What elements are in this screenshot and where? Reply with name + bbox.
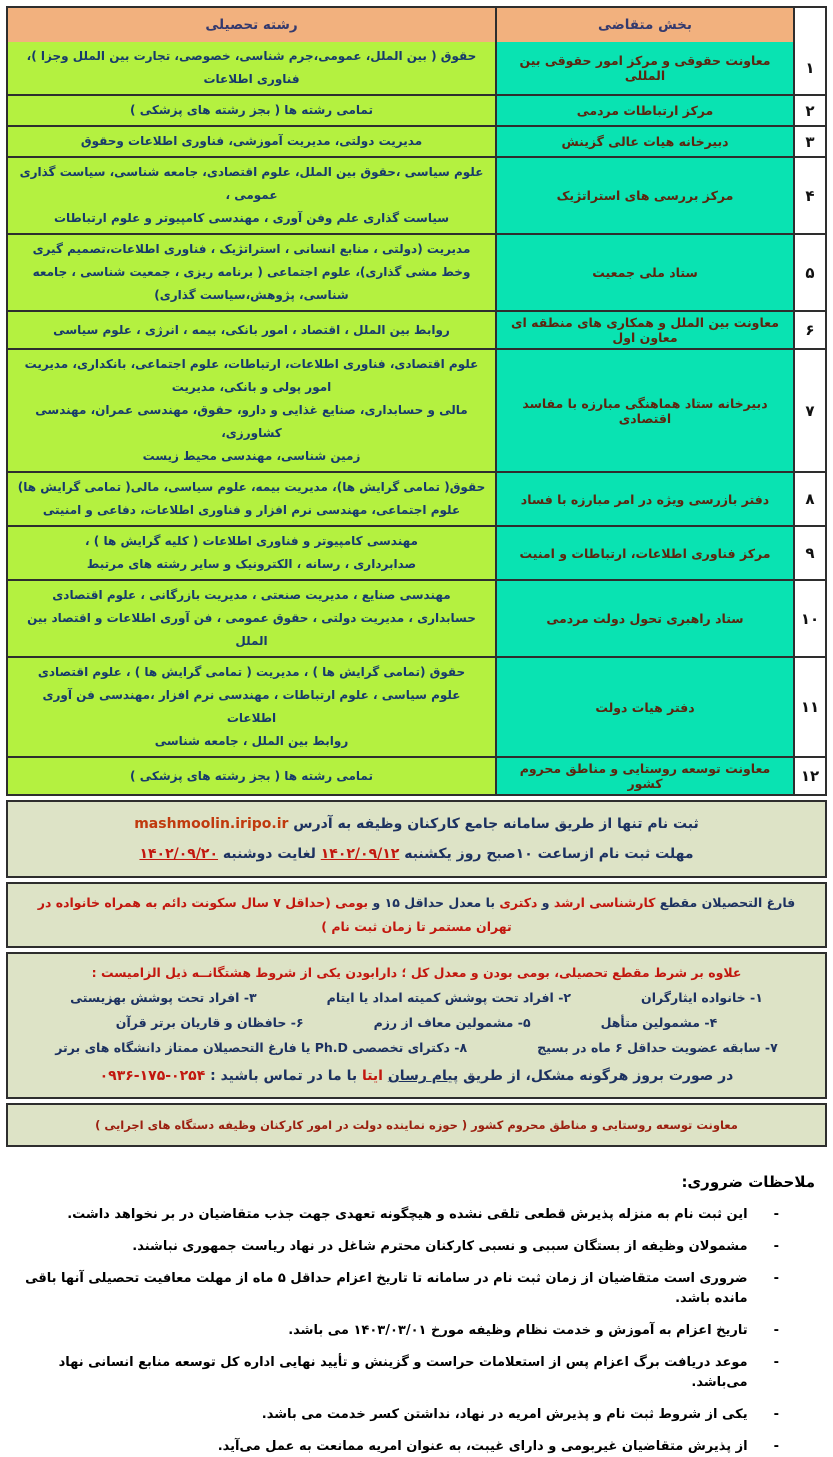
essential-notes [6,1151,827,1457]
text-segment: بومی (حداقل ۷ سال سکونت دائم به همراه خانواده در تهران مستمر تا زمان ثبت نام ) [37,895,512,934]
table-row [8,471,825,525]
condition-item: ۸- دکترای تخصصی Ph.D یا فارغ التحصیلان ممتاز دانشگاه های برتر [55,1040,468,1055]
note-text: این ثبت نام به منزله پذیرش قطعی تلقی نشده و هیچگونه تعهدی جهت جذب متقاضیان در بر نخواهد داشت. [67,1207,748,1222]
table-header-row [8,8,825,42]
condition-row [18,1035,815,1060]
registration-deadline-line [18,839,815,869]
table-row [8,656,825,756]
fields-cell [8,312,495,348]
text-segment: ۰۹۳۶-۱۷۵-۰۲۵۴ [99,1068,206,1084]
fields-cell [8,473,495,525]
eligibility-box [6,882,827,948]
note-dash-marker: - [773,1271,779,1286]
row-number: ۴ [793,158,825,233]
note-item [18,1353,815,1393]
note-dash-marker: - [773,1207,779,1222]
note-item [18,1321,815,1341]
field-line: حقوق ( بین الملل، عمومی،جرم شناسی، خصوصی، تجارت بین الملل وجزا )، فناوری اطلاعات [26,49,477,86]
field-line: تمامی رشته ها ( بجز رشته های پزشکی ) [130,103,373,117]
conditions-box [6,952,827,1099]
row-number: ۱ [793,42,825,94]
registration-prefix: ثبت نام تنها از طریق سامانه جامع کارکنان وظیفه به آدرس [288,816,699,832]
field-line: حسابداری ، مدیریت دولتی ، حقوق عمومی ، فن آوری اطلاعات و اقتصاد بین الملل [27,611,476,648]
dept-cell: دبیرخانه ستاد هماهنگی مبارزه با مفاسد اقتصادی [495,350,793,471]
dept-cell: ستاد راهبری تحول دولت مردمی [495,581,793,656]
note-item [18,1237,815,1257]
field-line: سیاست گذاری علم وفن آوری ، مهندسی کامپیوتر و علوم ارتباطات [53,211,450,225]
note-text: ضروری است متقاضیان از زمان ثبت نام در سامانه تا تاریخ اعزام حداقل ۵ ماه از مهلت معافیت تحصیلی آنها باقی مانده باشد. [25,1271,748,1306]
row-number: ۱۱ [793,658,825,756]
conditions-list [18,985,815,1060]
fields-cell [8,527,495,579]
fields-cell [8,127,495,156]
condition-item: ۵- مشمولین معاف از رزم [373,1015,531,1030]
condition-item: ۲- افراد تحت پوشش کمیته امداد یا ایتام [326,990,572,1005]
row-number: ۱۰ [793,581,825,656]
text-segment: و [537,895,554,910]
table-row [8,94,825,125]
registration-url[interactable]: mashmoolin.iripo.ir [134,816,289,832]
note-item [18,1269,815,1309]
condition-row [18,985,815,1010]
field-line: وخط مشی گذاری)، علوم اجتماعی ( برنامه ریزی ، جمعیت شناسی ، جامعه شناسی، پژوهش،سیاست گذاری) [32,265,471,302]
row-number: ۷ [793,350,825,471]
text-segment: ایتا [361,1068,383,1084]
text-segment: ۱۴۰۲/۰۹/۲۰ [139,846,219,862]
row-number: ۲ [793,96,825,125]
fields-cell [8,581,495,656]
fields-cell [8,42,495,94]
dept-cell: دبیرخانه هیات عالی گزینش [495,127,793,156]
field-line: علوم سیاسی ،حقوق بین الملل، علوم اقتصادی، جامعه شناسی، سیاست گذاری عمومی ، [19,165,484,202]
registration-line1 [18,809,815,839]
text-segment: لغایت دوشنبه [218,846,321,862]
field-line: علوم اقتصادی، فناوری اطلاعات، ارتباطات، علوم اجتماعی، بانکداری، مدیریت امور پولی و بانکی، مدیریت [24,357,479,394]
field-line: تمامی رشته ها ( بجز رشته های پزشکی ) [130,768,373,783]
condition-item: ۳- افراد تحت پوشش بهزیستی [70,990,257,1005]
fields-cell [8,658,495,756]
note-text: یکی از شروط ثبت نام و پذیرش امریه در نهاد، نداشتن کسر خدمت می باشد. [261,1407,748,1422]
condition-item: ۴- مشمولین متأهل [600,1015,718,1030]
table-row [8,348,825,471]
eligibility-line [18,891,815,939]
fields-cell [8,235,495,310]
dept-cell: معاونت حقوقی و مرکز امور حقوقی بین المللی [495,42,793,94]
issuer-box [6,1103,827,1147]
table-row [8,756,825,794]
text-segment: پیام رسان [387,1068,459,1084]
field-line: مهندسی کامپیوتر و فناوری اطلاعات ( کلیه گرایش ها ) ، [85,534,418,548]
table-row [8,42,825,94]
note-text: موعد دریافت برگ اعزام پس از استعلامات حراست و گزینش و تأیید نهایی اداره کل توسعه منابع انسانی نهاد می‌باشد. [58,1355,748,1390]
field-line: علوم سیاسی ، علوم ارتباطات ، مهندسی نرم افزار ،مهندسی فن آوری اطلاعات [42,688,461,725]
fields-cell [8,158,495,233]
dept-cell: مرکز ارتباطات مردمی [495,96,793,125]
note-dash-marker: - [773,1323,779,1338]
text-segment: دکتری [499,895,538,910]
note-dash-marker: - [773,1239,779,1254]
registration-box [6,800,827,878]
field-line: روابط بین الملل ، اقتصاد ، امور بانکی، بیمه ، انرژی ، علوم سیاسی [53,322,450,337]
row-number: ۶ [793,312,825,348]
table-row [8,125,825,156]
field-line: حقوق (تمامی گرایش ها ) ، مدیریت ( تمامی گرایش ها ) ، علوم اقتصادی [37,665,466,679]
condition-item: ۷- سابقه عضویت حداقل ۶ ماه در بسیج [537,1040,778,1055]
note-dash-marker: - [773,1355,779,1370]
note-item [18,1437,815,1457]
dept-cell: مرکز بررسی های استراتژیک [495,158,793,233]
dept-cell: معاونت توسعه روستایی و مناطق محروم کشور [495,758,793,794]
notes-list [18,1205,815,1457]
fields-cell [8,758,495,794]
text-segment: مهلت ثبت نام ازساعت ۱۰صبح روز یکشنبه [399,846,694,862]
table-row [8,525,825,579]
field-line: روابط بین الملل ، جامعه شناسی [154,734,349,748]
field-line: علوم اجتماعی، مهندسی نرم افزار و فناوری اطلاعات، دفاعی و امنیتی [42,503,461,517]
table-row [8,233,825,310]
field-line: صدابرداری ، رسانه ، الکترونیک و سایر رشته های مرتبط [86,557,417,571]
table-row [8,156,825,233]
conditions-heading: علاوه بر شرط مقطع تحصیلی، بومی بودن و معدل کل ؛ دارابودن یکی از شروط هشتگانــه ذیل الزامیست : [91,965,742,980]
field-line: مدیریت دولتی، مدیریت آموزشی، فناوری اطلاعات وحقوق [80,134,423,148]
dept-cell: دفتر هیات دولت [495,658,793,756]
row-number: ۳ [793,127,825,156]
row-number-header [793,8,825,42]
note-text: تاریخ اعزام به آموزش و خدمت نظام وظیفه مورخ ۱۴۰۳/۰۳/۰۱ می باشد. [288,1323,748,1338]
field-line: حقوق( تمامی گرایش ها)، مدیریت بیمه، علوم سیاسی، مالی( تمامی گرایش ها) [17,480,486,494]
row-number: ۵ [793,235,825,310]
dept-cell: مرکز فناوری اطلاعات، ارتباطات و امنیت [495,527,793,579]
row-number: ۸ [793,473,825,525]
dept-cell: ستاد ملی جمعیت [495,235,793,310]
text-segment: کارشناسی ارشد [553,895,656,910]
fields-cell [8,96,495,125]
departments-table [6,6,827,796]
field-line: مدیریت (دولتی ، منابع انسانی ، استراتژیک ، فناوری اطلاعات،تصمیم گیری [32,242,471,256]
contact-line [18,1062,815,1090]
field-column-header: رشته تحصیلی [8,8,495,42]
notes-heading: ملاحظات ضروری: [681,1173,815,1191]
note-dash-marker: - [773,1439,779,1454]
field-line: مالی و حسابداری، صنایع غذایی و دارو، حقوق، مهندسی عمران، مهندسی کشاورزی، [35,403,468,440]
note-text: مشمولان وظیفه از بستگان سببی و نسبی کارکنان محترم شاغل در نهاد ریاست جمهوری نباشند. [132,1239,748,1254]
note-dash-marker: - [773,1407,779,1422]
dept-cell: معاونت بین الملل و همکاری های منطقه ای معاون اول [495,312,793,348]
row-number: ۹ [793,527,825,579]
text-segment: در صورت بروز هرگونه مشکل، از طریق [458,1068,734,1084]
field-line: مهندسی صنایع ، مدیریت صنعتی ، مدیریت بازرگانی ، علوم اقتصادی [52,588,451,602]
condition-item: ۱- خانواده ایثارگران [641,990,763,1005]
issuer-note: معاونت توسعه روستایی و مناطق محروم کشور ( حوزه نماینده دولت در امور کارکنان وظیفه دستگاه های اجرایی ) [95,1118,738,1132]
note-item [18,1405,815,1425]
note-text: از پذیرش متقاضیان غیربومی و دارای غیبت، به عنوان امریه ممانعت به عمل می‌آید. [217,1439,748,1454]
row-number: ۱۲ [793,758,825,794]
table-body [8,42,825,794]
condition-row [18,1010,815,1035]
condition-item: ۶- حافظان و قاریان برتر قرآن [115,1015,304,1030]
dept-cell: دفتر بازرسی ویژه در امر مبارزه با فساد [495,473,793,525]
table-row [8,310,825,348]
note-item [18,1205,815,1225]
text-segment: ۱۴۰۲/۰۹/۱۲ [320,846,400,862]
text-segment: با معدل حداقل ۱۵ و [368,895,500,910]
table-row [8,579,825,656]
dept-column-header: بخش متقاضی [495,8,793,42]
text-segment: با ما در تماس باشید : [205,1068,362,1084]
fields-cell [8,350,495,471]
text-segment: فارغ التحصیلان مقطع [655,895,796,910]
field-line: زمین شناسی، مهندسی محیط زیست [142,449,361,463]
